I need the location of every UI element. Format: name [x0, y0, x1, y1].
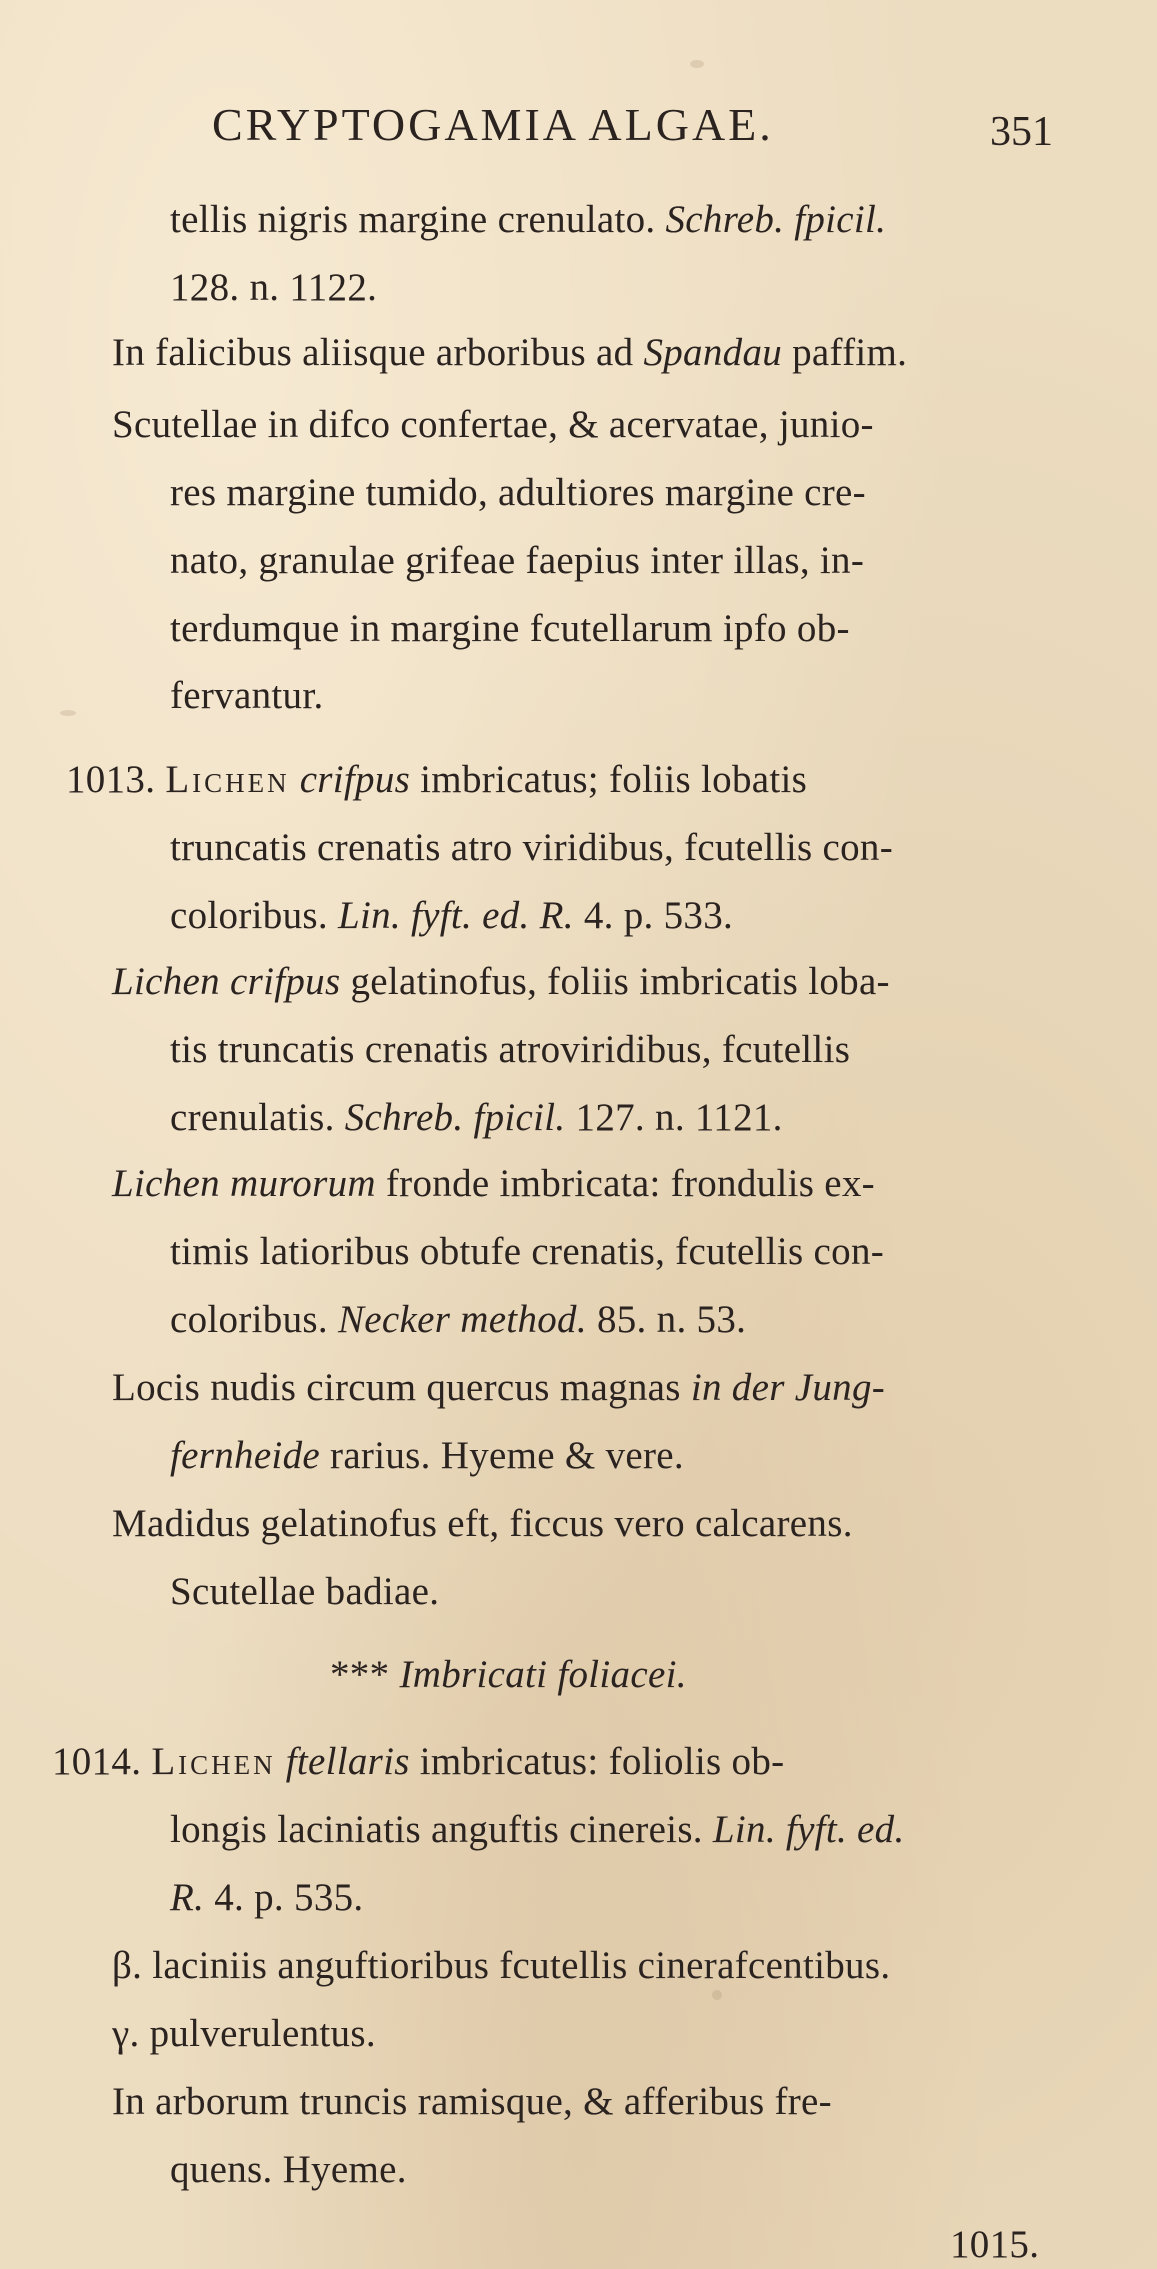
text-run: fervantur. — [170, 674, 324, 717]
text-run: timis latioribus obtufe crenatis, fcutellis con- — [170, 1230, 885, 1273]
text-run: In arborum truncis ramisque, & afferibus fre- — [112, 2080, 832, 2123]
text-run: 127. n. 1121. — [565, 1096, 783, 1139]
text-run: truncatis crenatis atro viridibus, fcutellis con- — [170, 826, 893, 869]
italic-text: crifpus — [299, 758, 411, 801]
text-line — [330, 1655, 687, 1694]
text-line — [170, 896, 733, 935]
small-caps-text: Lichen — [151, 1740, 276, 1783]
italic-text: Schreb. fpicil. — [344, 1096, 566, 1139]
text-line — [170, 1030, 850, 1069]
text-run: γ. pulverulentus. — [112, 2012, 376, 2055]
paper-stain — [60, 710, 76, 716]
text-run: crenulatis. — [170, 1096, 345, 1139]
text-line — [112, 962, 890, 1001]
text-run — [276, 1740, 286, 1783]
text-run — [290, 758, 300, 801]
italic-text: Lin. fyft. ed. R. — [337, 894, 574, 937]
text-run: 128. n. 1122. — [170, 266, 378, 309]
text-run: 1013. — [66, 758, 166, 801]
italic-text: Spandau — [643, 331, 783, 374]
running-header-title: CRYPTOGAMIA ALGAE. — [212, 99, 774, 150]
italic-text: fernheide — [170, 1434, 320, 1477]
italic-text: Lin. fyft. ed. — [712, 1808, 905, 1851]
italic-text: in der Jung- — [690, 1366, 886, 1409]
text-line — [170, 1300, 746, 1339]
text-line — [170, 200, 886, 239]
text-run: terdumque in margine fcutellarum ipfo ob- — [170, 607, 850, 650]
text-run: imbricatus; foliis lobatis — [410, 758, 808, 801]
text-line — [170, 268, 377, 307]
text-line — [170, 1572, 439, 1611]
text-run: Locis nudis circum quercus magnas — [112, 1366, 691, 1409]
text-run: tis truncatis crenatis atroviridibus, fcutellis — [170, 1028, 851, 1071]
text-line — [170, 676, 324, 715]
text-run: *** — [330, 1653, 400, 1696]
italic-text: Lichen murorum — [112, 1162, 376, 1205]
text-line — [112, 2014, 376, 2053]
italic-text: Schreb. fpicil. — [665, 198, 887, 241]
text-line — [170, 2150, 407, 2189]
text-line — [112, 1368, 885, 1407]
text-line — [950, 2225, 1039, 2264]
text-run: res margine tumido, adultiores margine cre- — [170, 471, 866, 514]
text-run: longis laciniatis anguftis cinereis. — [170, 1808, 713, 1851]
paper-stain — [712, 1990, 722, 2000]
text-run: tellis nigris margine crenulato. — [170, 198, 666, 241]
text-run: Scutellae in difco confertae, & acervatae, junio- — [112, 403, 874, 446]
text-run: 85. n. 53. — [586, 1298, 747, 1341]
text-line — [170, 1878, 364, 1917]
text-line — [112, 333, 907, 372]
text-line — [112, 2082, 832, 2121]
text-run: 4. p. 533. — [573, 894, 734, 937]
text-run: quens. Hyeme. — [170, 2148, 407, 2191]
text-line — [170, 1810, 905, 1849]
text-run: β. laciniis anguftioribus fcutellis cinerafcentibus. — [112, 1944, 891, 1987]
italic-text: Necker method. — [337, 1298, 587, 1341]
text-run: coloribus. — [170, 894, 338, 937]
text-run: In falicibus aliisque arboribus ad — [112, 331, 644, 374]
text-line — [170, 1232, 884, 1271]
text-line — [170, 541, 864, 580]
text-line — [66, 760, 807, 799]
text-run: gelatinofus, foliis imbricatis loba- — [340, 960, 890, 1003]
text-line — [170, 828, 893, 867]
text-run: 1015. — [950, 2223, 1040, 2266]
italic-text: Lichen crifpus — [112, 960, 341, 1003]
text-run: imbricatus: foliolis ob- — [409, 1740, 785, 1783]
text-line — [170, 1098, 783, 1137]
text-line — [170, 473, 866, 512]
text-run: paffim. — [782, 331, 908, 374]
text-line — [52, 1742, 784, 1781]
text-run: coloribus. — [170, 1298, 338, 1341]
text-run: 4. p. 535. — [204, 1876, 364, 1919]
text-run: Scutellae badiae. — [170, 1570, 440, 1613]
text-run: Madidus gelatinofus eft, ficcus vero calcarens. — [112, 1502, 853, 1545]
text-line — [170, 609, 850, 648]
text-line — [112, 1504, 853, 1543]
text-line — [112, 1164, 875, 1203]
page-number: 351 — [990, 109, 1053, 155]
italic-text: R. — [170, 1876, 205, 1919]
text-line — [112, 1946, 890, 1985]
small-caps-text: Lichen — [165, 758, 290, 801]
text-run: 1014. — [52, 1740, 152, 1783]
italic-text: Imbricati foliacei. — [399, 1653, 687, 1696]
paper-stain — [690, 60, 704, 68]
italic-text: ftellaris — [285, 1740, 410, 1783]
text-line — [170, 1436, 684, 1475]
text-run: fronde imbricata: frondulis ex- — [375, 1162, 875, 1205]
text-line — [112, 405, 874, 444]
text-run: rarius. Hyeme & vere. — [319, 1434, 684, 1477]
text-run: nato, granulae grifeae faepius inter illas, in- — [170, 539, 865, 582]
